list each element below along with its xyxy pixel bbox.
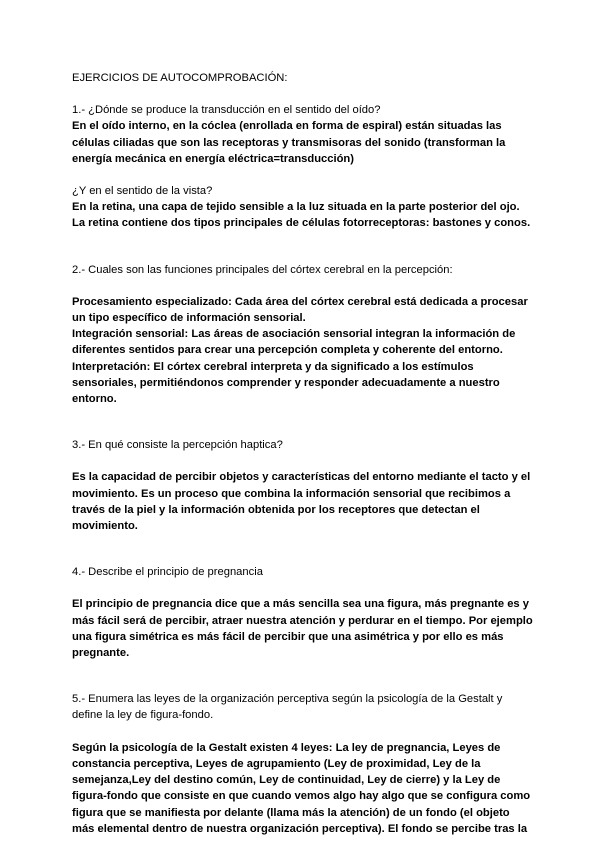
question-4: 4.- Describe el principio de pregnancia [72, 566, 263, 579]
answer-3: Es la capacidad de percibir objetos y características del entorno mediante el tacto y el movimiento. Es un proceso que combina la información sensorial que recibimos a través de la piel y la información obtenida por los receptores que detectan el movimiento. [72, 471, 531, 533]
question-2: 2.- Cuales son las funciones principales del córtex cerebral en la percepción: [72, 263, 453, 276]
answer-2-integration: Integración sensorial: Las áreas de asociación sensorial integran la información de diferentes sentidos para crear una percepción completa y coherente del entorno. [72, 328, 516, 357]
question-3: 3.- En qué consiste la percepción haptica? [72, 439, 283, 452]
spacer [72, 278, 534, 294]
spacer [72, 167, 534, 183]
document-body [72, 70, 534, 837]
spacer [72, 724, 534, 740]
question-1: 1.- ¿Dónde se produce la transducción en el sentido del oído? [72, 104, 381, 117]
answer-5: Según la psicología de la Gestalt existen 4 leyes: La ley de pregnancia, Leyes de constancia perceptiva, Leyes de agrupamiento (Ley de proximidad, Ley de la semejanza,Ley del destino común, Ley de continuidad, Ley de cierre) y la Ley de figura-fondo que consiste en que cuando vemos algo hay algo que se configura como figura que se manifiesta por delante (llama más la atención) de un fondo (el objeto más elemental dentro de nuestra organización perceptiva). El fondo se percibe tras la [72, 741, 531, 835]
question-5: 5.- Enumera las leyes de la organización perceptiva según la psicología de la Gestalt y define la ley de figura-fondo. [72, 693, 503, 722]
spacer [72, 232, 534, 262]
document-title: EJERCICIOS DE AUTOCOMPROBACIÓN: [72, 72, 288, 84]
question-1b: ¿Y en el sentido de la vista? [72, 185, 213, 198]
spacer [72, 534, 534, 564]
answer-4: El principio de pregnancia dice que a más sencilla sea una figura, más pregnante es y más fácil será de percibir, atraer nuestra atención y perdurar en el tiempo. Por ejemplo una figura simétrica es más fácil de percibir que una asimétrica y por ello es más pregnante. [72, 598, 533, 660]
answer-2-interpretation: Interpretación: El córtex cerebral interpreta y da significado a los estímulos sensoriales, permitiéndonos comprender y responder adecuadamente a nuestro entorno. [72, 360, 500, 406]
spacer [72, 407, 534, 437]
answer-1b: En la retina, una capa de tejido sensible a la luz situada en la parte posterior del ojo. La retina contiene dos tipos principales de células fotorreceptoras: bastones y conos. [72, 201, 531, 230]
spacer [72, 661, 534, 691]
answer-1: En el oído interno, en la cóclea (enrollada en forma de espiral) están situadas las células ciliadas que son las receptoras y transmisoras del sonido (transforman la energía mecánica en energía eléctrica=transducción) [72, 120, 506, 165]
answer-2-processing: Procesamiento especializado: Cada área del córtex cerebral está dedicada a procesar un tipo específico de información sensorial. [72, 295, 528, 325]
spacer [72, 453, 534, 469]
spacer [72, 580, 534, 596]
spacer [72, 86, 534, 102]
